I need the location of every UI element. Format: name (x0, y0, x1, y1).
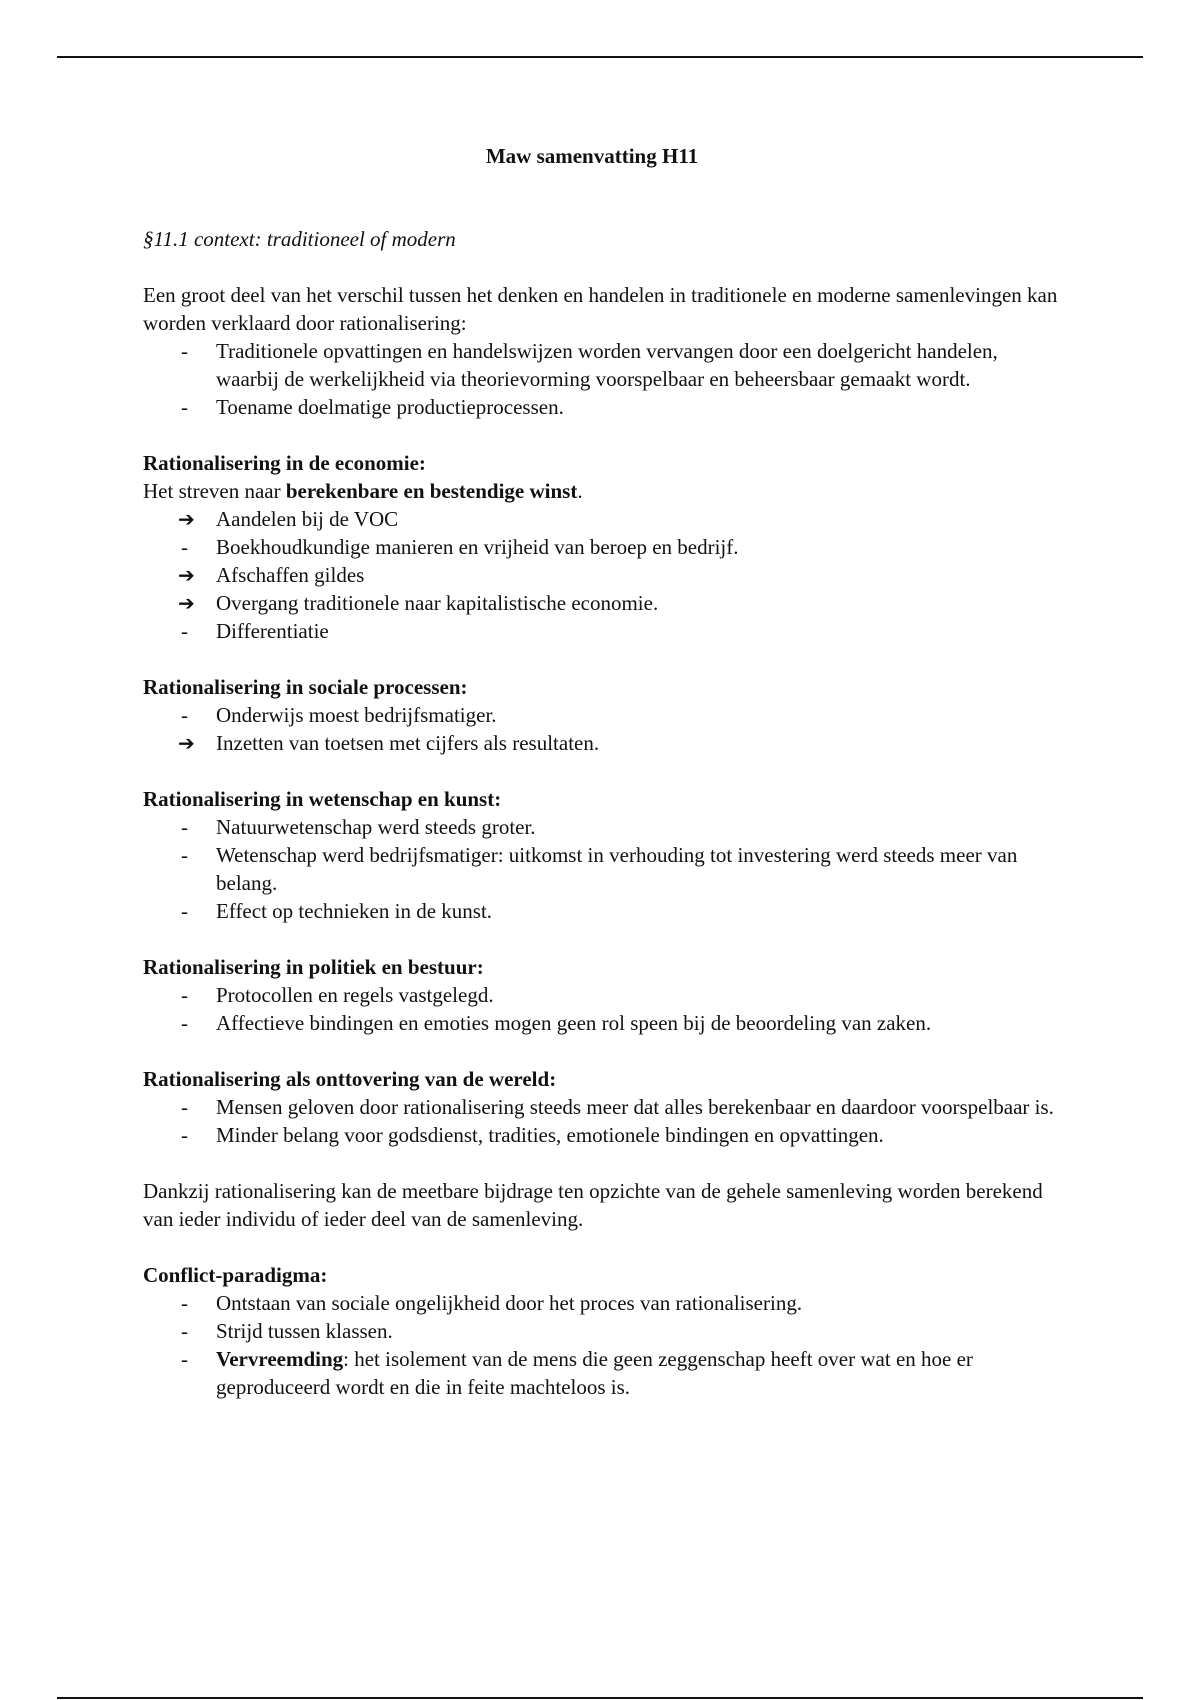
list-item-text: Afschaffen gildes (216, 563, 365, 587)
list-item (143, 1093, 1063, 1121)
list-item (143, 617, 1063, 645)
list-item-text: Protocollen en regels vastgelegd. (216, 983, 494, 1007)
conclusie-paragraph: Dankzij rationalisering kan de meetbare bijdrage ten opzichte van de gehele samenleving worden berekend van ieder individu of ieder deel van de samenleving. (143, 1179, 1043, 1231)
arrow-icon: ➔ (178, 591, 195, 615)
list-item (143, 533, 1063, 561)
list-item-text: Aandelen bij de VOC (216, 507, 399, 531)
conflict-list (143, 1289, 1063, 1401)
intro-paragraph: Een groot deel van het verschil tussen het denken en handelen in traditionele en moderne samenlevingen kan worden verklaard door rationalisering: (143, 283, 1058, 335)
list-item (143, 505, 1063, 533)
section-heading: Rationalisering in de economie: (143, 451, 426, 475)
list-item-text: Ontstaan van sociale ongelijkheid door het proces van rationalisering. (216, 1291, 803, 1315)
list-item-text: Minder belang voor godsdienst, tradities, emotionele bindingen en opvattingen. (216, 1123, 884, 1147)
list-item (143, 897, 1063, 925)
list-item (143, 337, 1063, 393)
list-item (143, 729, 1063, 757)
section-heading: Conflict-paradigma: (143, 1263, 328, 1287)
list-item (143, 841, 1063, 897)
section-heading: Rationalisering als onttovering van de wereld: (143, 1067, 557, 1091)
list-item-text: : het isolement van de mens die geen zeggenschap heeft over wat en hoe er geproduceerd wordt en die in feite machteloos is. (216, 1347, 973, 1399)
intro-block (143, 281, 1063, 421)
dash-marker: - (181, 535, 188, 559)
wetenschap-list (143, 813, 1063, 925)
list-item-text: Differentiatie (216, 619, 329, 643)
section-heading: Rationalisering in wetenschap en kunst: (143, 787, 502, 811)
dash-marker: - (181, 843, 188, 867)
section-economie (143, 449, 1063, 645)
list-item-text: Strijd tussen klassen. (216, 1319, 393, 1343)
list-item-text: Mensen geloven door rationalisering steeds meer dat alles berekenbaar en daardoor voorspelbaar is. (216, 1095, 1054, 1119)
dash-marker: - (181, 339, 188, 363)
dash-marker: - (181, 899, 188, 923)
arrow-icon: ➔ (178, 731, 195, 755)
list-item (143, 981, 1063, 1009)
list-item-text: Inzetten van toetsen met cijfers als resultaten. (216, 731, 600, 755)
section-sociaal (143, 673, 1063, 757)
dash-marker: - (181, 1347, 188, 1371)
intro-list (143, 337, 1063, 421)
dash-marker: - (181, 1319, 188, 1343)
top-rule (57, 56, 1143, 58)
list-item-text: Wetenschap werd bedrijfsmatiger: uitkomst in verhouding tot investering werd steeds meer van belang. (216, 843, 1018, 895)
economie-list (143, 505, 1063, 645)
list-item (143, 813, 1063, 841)
economie-line-suffix: . (577, 479, 583, 503)
economie-line-bold: berekenbare en bestendige winst (285, 479, 578, 503)
list-item-text: Toename doelmatige productieprocessen. (216, 395, 564, 419)
list-item (143, 1345, 1063, 1401)
list-item (143, 1317, 1063, 1345)
economie-line (143, 477, 1063, 505)
dash-marker: - (181, 619, 188, 643)
dash-marker: - (181, 1011, 188, 1035)
section-wetenschap (143, 785, 1063, 925)
list-item (143, 1009, 1063, 1037)
dash-marker: - (181, 703, 188, 727)
page-title: Maw samenvatting H11 (485, 144, 699, 168)
section-heading: Rationalisering in politiek en bestuur: (143, 955, 484, 979)
list-item-text: Effect op technieken in de kunst. (216, 899, 493, 923)
list-item-text: Onderwijs moest bedrijfsmatiger. (216, 703, 497, 727)
section-politiek (143, 953, 1063, 1037)
economie-line-prefix: Het streven naar (143, 479, 286, 503)
bottom-rule (57, 1697, 1143, 1699)
list-item-text: Affectieve bindingen en emoties mogen geen rol speen bij de beoordeling van zaken. (216, 1011, 932, 1035)
dash-marker: - (181, 1095, 188, 1119)
section-conflict (143, 1261, 1063, 1401)
sociaal-list (143, 701, 1063, 757)
dash-marker: - (181, 815, 188, 839)
document-body (143, 142, 1063, 1401)
politiek-list (143, 981, 1063, 1037)
list-item (143, 561, 1063, 589)
list-item-text: Boekhoudkundige manieren en vrijheid van beroep en bedrijf. (216, 535, 739, 559)
arrow-icon: ➔ (178, 563, 195, 587)
dash-marker: - (181, 983, 188, 1007)
section-onttovering (143, 1065, 1063, 1149)
list-item (143, 393, 1063, 421)
list-item-text: Natuurwetenschap werd steeds groter. (216, 815, 536, 839)
dash-marker: - (181, 1123, 188, 1147)
list-item (143, 589, 1063, 617)
section-heading: Rationalisering in sociale processen: (143, 675, 468, 699)
arrow-icon: ➔ (178, 507, 195, 531)
list-item (143, 701, 1063, 729)
onttovering-list (143, 1093, 1063, 1149)
dash-marker: - (181, 1291, 188, 1315)
section-subtitle: §11.1 context: traditioneel of modern (143, 227, 456, 251)
list-item-text: Overgang traditionele naar kapitalistische economie. (216, 591, 659, 615)
list-item-text: Traditionele opvattingen en handelswijzen worden vervangen door een doelgericht handelen, waarbij de werkelijkheid via theorievorming voorspelbaar en beheersbaar gemaakt wordt. (216, 339, 998, 391)
list-item (143, 1289, 1063, 1317)
list-item-bold-term: Vervreemding (216, 1347, 344, 1371)
section-conclusie (143, 1177, 1063, 1233)
dash-marker: - (181, 395, 188, 419)
list-item (143, 1121, 1063, 1149)
